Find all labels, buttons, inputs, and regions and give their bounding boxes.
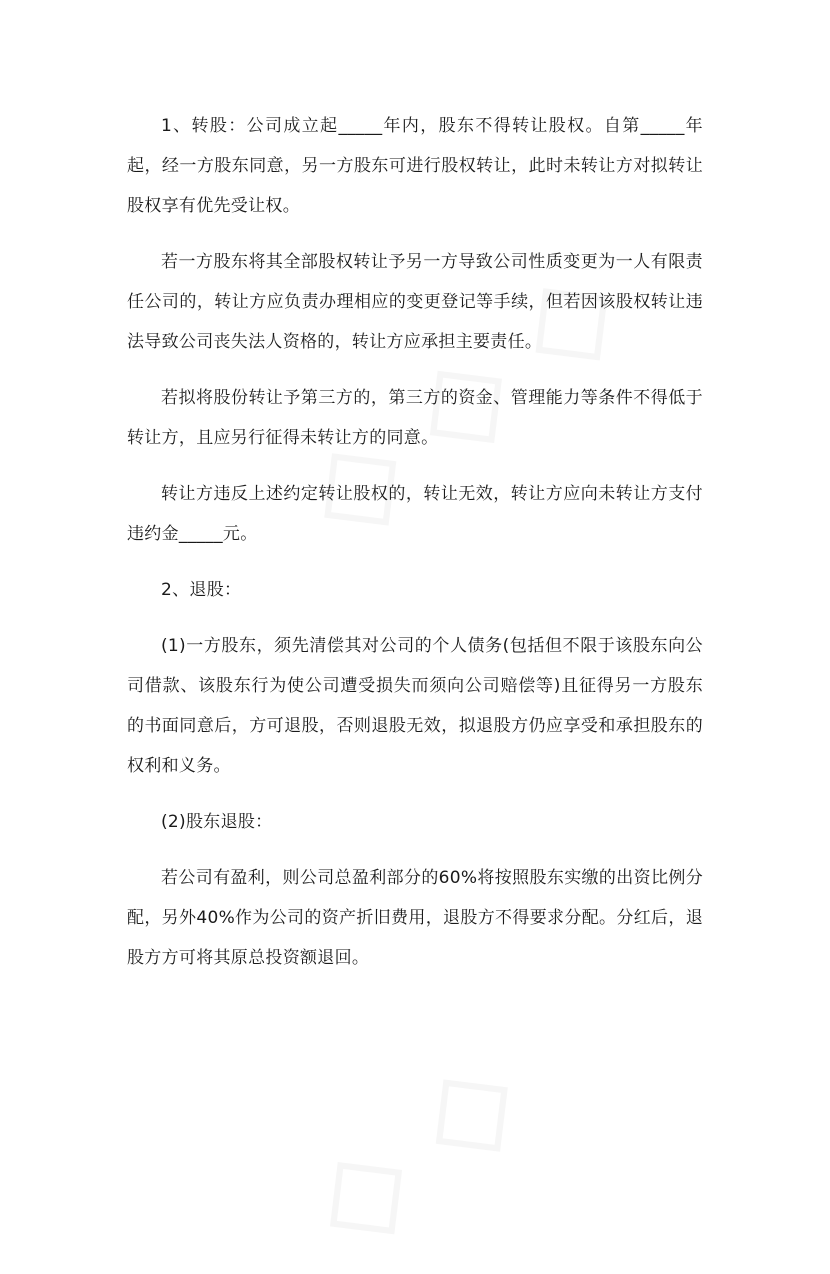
- subheading-shareholder-withdrawal: (2)股东退股：: [161, 812, 273, 832]
- paragraph-full-transfer: 若一方股东将其全部股权转让予另一方导致公司性质变更为一人有限责任公司的，转让方应负责办理相应的变更登记等手续，但若因该股权转让违法导致公司丧失法人资格的，转让方应承担主要责任。: [127, 252, 703, 352]
- paragraph-breach-penalty: 转让方违反上述约定转让股权的，转让无效，转让方应向未转让方支付违约金_____元。: [127, 484, 703, 544]
- paragraph-transfer-clause: 1、转股：公司成立起_____年内，股东不得转让股权。自第_____年起，经一方股东同意，另一方股东可进行股权转让，此时未转让方对拟转让股权享有优先受让权。: [127, 116, 703, 216]
- paragraph-profit-distribution: 若公司有盈利，则公司总盈利部分的60%将按照股东实缴的出资比例分配，另外40%作为公司的资产折旧费用，退股方不得要求分配。分红后，退股方方可将其原总投资额退回。: [127, 868, 703, 968]
- section-heading-withdrawal: 2、退股：: [161, 580, 242, 600]
- paragraph-withdrawal-condition: (1)一方股东，须先清偿其对公司的个人债务(包括但不限于该股东向公司借款、该股东行为使公司遭受损失而须向公司赔偿等)且征得另一方股东的书面同意后，方可退股，否则退股无效，拟退股方仍应享受和承担股东的权利和义务。: [127, 636, 703, 776]
- paragraph-third-party-transfer: 若拟将股份转让予第三方的，第三方的资金、管理能力等条件不得低于转让方，且应另行征得未转让方的同意。: [127, 388, 703, 448]
- document-body: [127, 106, 703, 994]
- watermark: [281, 1025, 545, 1274]
